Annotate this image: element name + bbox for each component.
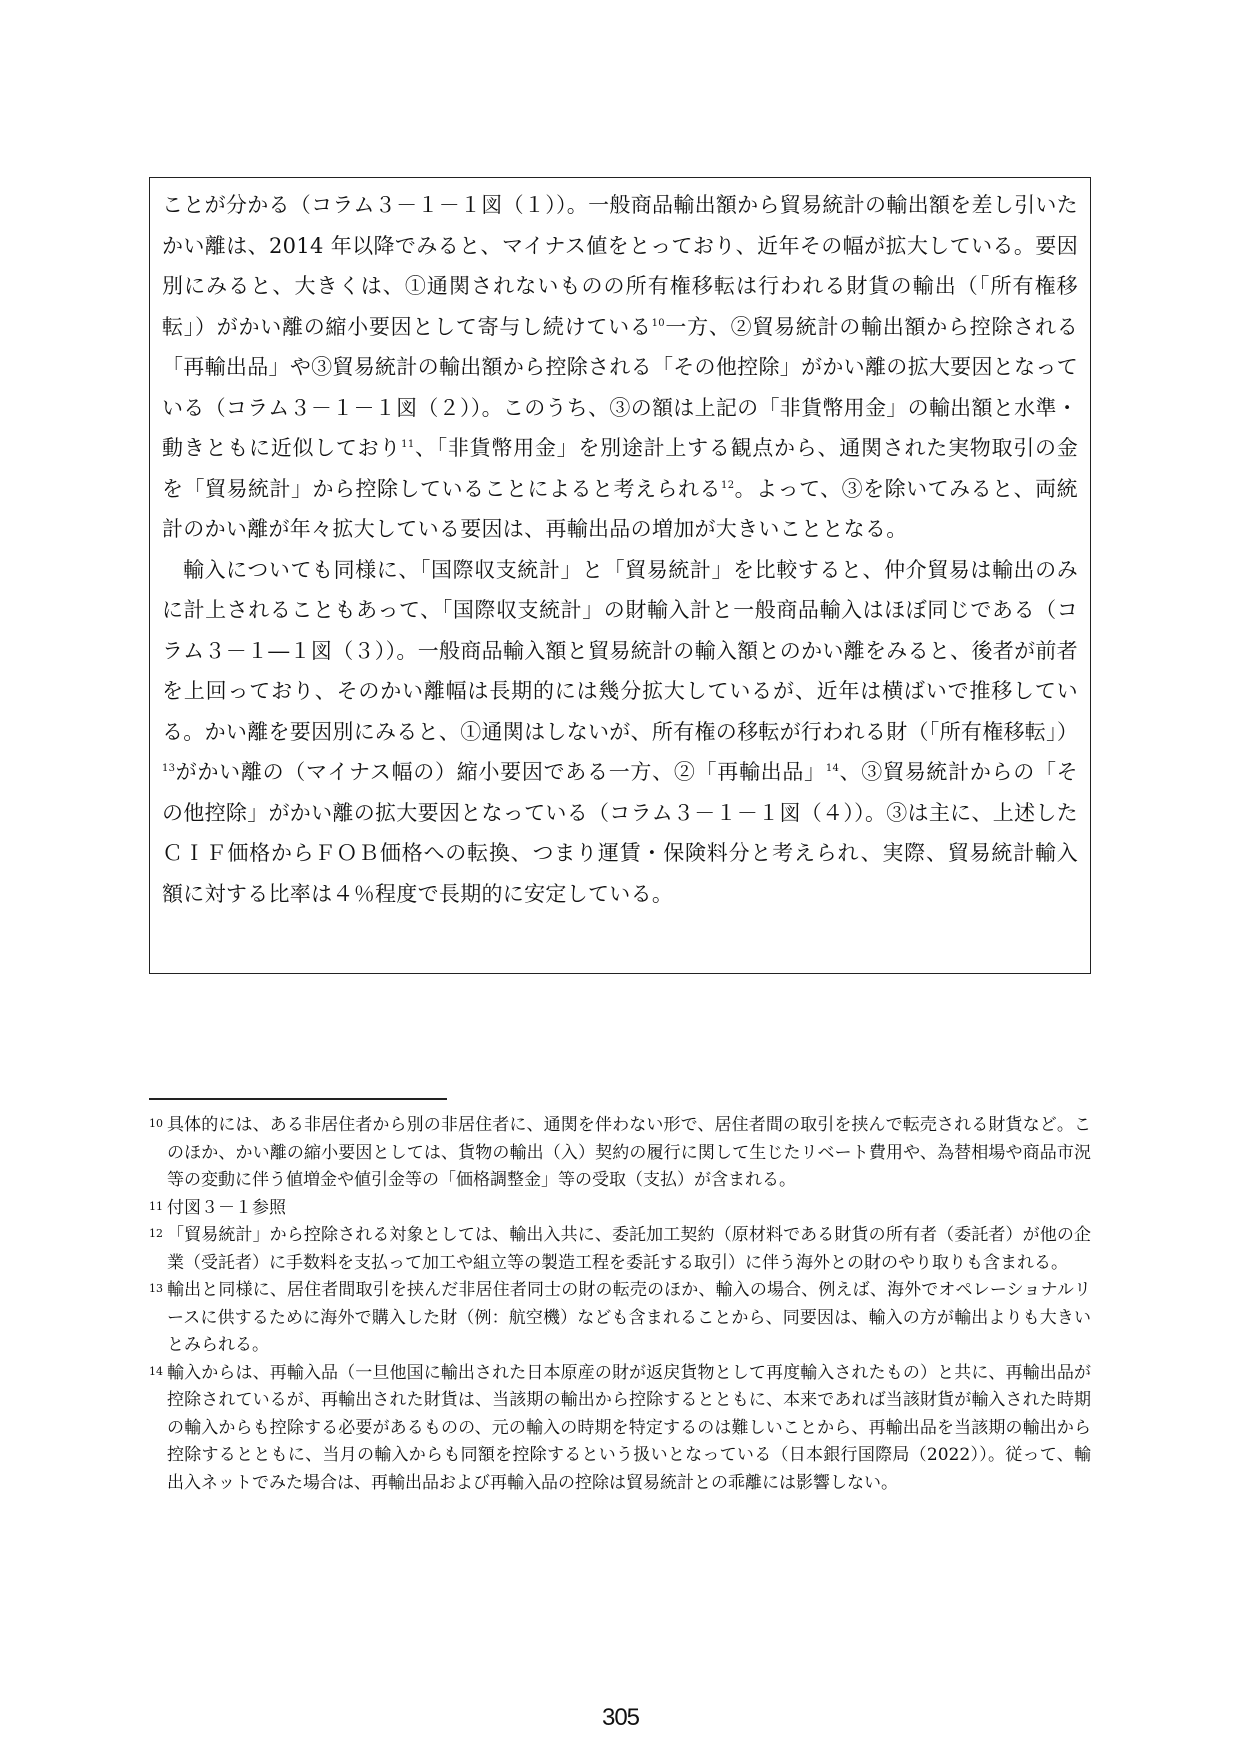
footnote-text: 輸入からは、再輸入品（一旦他国に輸出された日本原産の財が返戻貨物として再度輸入されたもの）と共に、再輸出品が控除されているが、再輸出された財貨は、当該期の輸出から控除するとともに、本来であれば当該財貨が輸入された時期の輸入からも控除する必要があるものの、元の輸入の時期を特定するのは難しいことから、再輸出品を当該期の輸出から控除するとともに、当月の輸入からも同額を控除するという扱いとなっている（日本銀行国際局（2022））。従って、輸出入ネットでみた場合は、再輸出品および再輸入品の控除は貿易統計との乖離には影響しない。 bbox=[167, 1362, 1091, 1493]
footnote-separator bbox=[149, 1098, 447, 1100]
footnotes bbox=[149, 1112, 1091, 1497]
footnote-ref-14[interactable]: 14 bbox=[825, 763, 840, 774]
paragraph-imports bbox=[162, 550, 1078, 915]
footnote-10 bbox=[149, 1112, 1091, 1195]
footnote-text: 輸出と同様に、居住者間取引を挟んだ非居住者同士の財の転売のほか、輸入の場合、例えば、海外でオペレーショナルリースに供するために海外で購入した財（例：航空機）なども含まれることから、同要因は、輸入の方が輸出よりも大きいとみられる。 bbox=[167, 1280, 1091, 1355]
paragraph-text: 、③貿易統計からの「その他控除」がかい離の拡大要因となっている（コラム３－１－１図（４））。③は主に、上述したＣＩＦ価格からＦＯＢ価格への転換、つまり運賃・保険料分と考えられ、実際、貿易統計輸入額に対する比率は４％程度で長期的に安定している。 bbox=[162, 760, 1078, 906]
footnote-number: 13 bbox=[149, 1282, 163, 1295]
footnote-12 bbox=[149, 1222, 1091, 1277]
footnote-number: 10 bbox=[149, 1117, 163, 1130]
footnote-ref-11[interactable]: 11 bbox=[401, 439, 415, 450]
footnote-ref-12[interactable]: 12 bbox=[721, 479, 735, 491]
footnote-ref-13[interactable]: 13 bbox=[162, 763, 176, 774]
paragraph-exports bbox=[162, 185, 1078, 550]
page-number: 305 bbox=[601, 1704, 640, 1731]
paragraph-text: 。よって、③を除いてみると、両統計のかい離が年々拡大している要因は、再輸出品の増加が大きいこととなる。 bbox=[162, 476, 1078, 541]
footnote-number: 12 bbox=[149, 1227, 163, 1240]
paragraph-text: がかい離の（マイナス幅の）縮小要因である一方、②「再輸出品」 bbox=[175, 760, 826, 784]
paragraph-text: 、「非貨幣用金」を別途計上する観点から、通関された実物取引の金を「貿易統計」から控除していることによると考えられる bbox=[162, 436, 1078, 501]
footnote-text: 具体的には、ある非居住者から別の非居住者に、通関を伴わない形で、居住者間の取引を挟んで転売される財貨など。このほか、かい離の縮小要因としては、貨物の輸出（入）契約の履行に関して生じたリベート費用や、為替相場や商品市況等の変動に伴う値増金や値引金等の「価格調整金」等の受取（支払）が含まれる。 bbox=[167, 1115, 1091, 1190]
footnote-ref-10[interactable]: 10 bbox=[651, 317, 665, 329]
column-text-box bbox=[149, 177, 1091, 974]
footnote-text: 「貿易統計」から控除される対象としては、輸出入共に、委託加工契約（原材料である財貨の所有者（委託者）が他の企業（受託者）に手数料を支払って加工や組立等の製造工程を委託する取引）に伴う海外との財のやり取りも含まれる。 bbox=[167, 1225, 1091, 1273]
paragraph-text: 輸入についても同様に、「国際収支統計」と「貿易統計」を比較すると、仲介貿易は輸出のみに計上されることもあって、「国際収支統計」の財輸入計と一般商品輸入はほぼ同じである（コラム３－１―１図（３））。一般商品輸入額と貿易統計の輸入額とのかい離をみると、後者が前者を上回っており、そのかい離幅は長期的には幾分拡大しているが、近年は横ばいで推移している。かい離を要因別にみると、①通関はしないが、所有権の移転が行われる財（「所有権移転」） bbox=[162, 557, 1079, 744]
footnote-text: 付図３－１参照 bbox=[167, 1197, 286, 1218]
footnote-14 bbox=[149, 1360, 1091, 1498]
footnote-number: 11 bbox=[149, 1199, 163, 1213]
footnote-11 bbox=[149, 1195, 1091, 1223]
footnote-number: 14 bbox=[149, 1364, 163, 1378]
paragraph-text: ことが分かる（コラム３－１－１図（１））。一般商品輸出額から貿易統計の輸出額を差し引いたかい離は、2014 年以降でみると、マイナス値をとっており、近年その幅が拡大している。要因別にみると、大きくは、①通関されないものの所有権移転は行われる財貨の輸出（「所有権移転」）がかい離の縮小要因として寄与し続けている bbox=[162, 193, 1078, 339]
paragraph-text: 一方、②貿易統計の輸出額から控除される「再輸出品」や③貿易統計の輸出額から控除される「その他控除」がかい離の拡大要因となっている（コラム３－１－１図（２））。このうち、③の額は上記の「非貨幣用金」の輸出額と水準・動きともに近似しており bbox=[162, 314, 1079, 460]
footnote-13 bbox=[149, 1277, 1091, 1360]
